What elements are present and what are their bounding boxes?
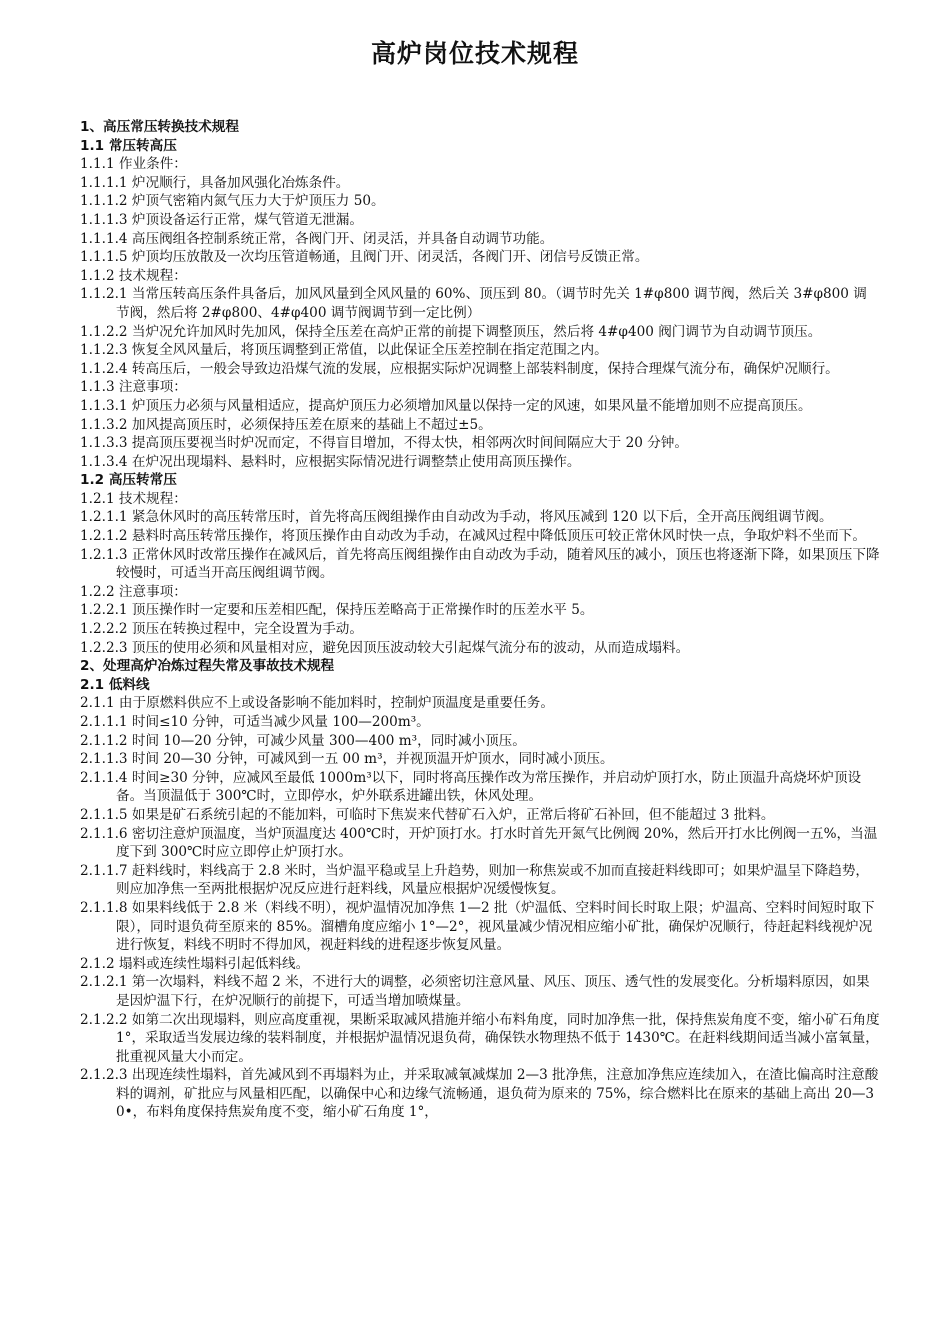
paragraph-line: 1.1.3.4 在炉况出现塌料、悬料时，应根据实际情况进行调整禁止使用高顶压操作。	[80, 453, 581, 470]
paragraph-line: 1.1.1.3 炉顶设备运行正常，煤气管道无泄漏。	[80, 211, 363, 228]
paragraph-line: 1.1.2 技术规程：	[80, 267, 187, 284]
section-heading: 1、高压常压转换技术规程	[80, 119, 239, 135]
section-heading: 2.1 低料线	[80, 676, 150, 693]
paragraph-line: 1.1.3.1 炉顶压力必须与风量相适应，提高炉顶压力必须增加风量以保持一定的风速，如果风量不能增加则不应提高顶压。	[80, 397, 812, 414]
paragraph-line: 2.1.2.1 第一次塌料，料线不超 2 米，不进行大的调整，必须密切注意风量、风压、顶压、透气性的发展变化。分析塌料原因，如果是因炉温下行，在炉况顺行的前提下，可适当增加喷煤量。	[80, 974, 870, 1009]
section-heading: 2、处理高炉冶炼过程失常及事故技术规程	[80, 658, 335, 675]
paragraph-line: 1.2.1.3 正常休风时改常压操作在减风后，首先将高压阀组操作由自动改为手动，随着风压的减小，顶压也将逐渐下降，如果顶压下降较慢时，可适当开高压阀组调节阀。	[80, 546, 880, 582]
paragraph-line: 1.1.1.4 高压阀组各控制系统正常，各阀门开、闭灵活，并具备自动调节功能。	[80, 230, 554, 247]
paragraph-line: 1.2.2 注意事项：	[80, 583, 187, 600]
paragraph-line: 1.1.3 注意事项：	[80, 379, 187, 396]
paragraph-line: 1.2.2.1 顶压操作时一定要和压差相匹配，保持压差略高于正常操作时的压差水平 5。	[80, 602, 594, 619]
paragraph-line: 1.1.2.1 当常压转高压条件具备后，加风风量到全风风量的 60%、顶压到 80。（调节时先关 1#φ800 调节阀，然后关 3#φ800 调节阀，然后将 2#φ800、4#φ400 调节阀调节到一定比例）	[80, 286, 867, 321]
paragraph-line: 2.1.1.1 时间≤10 分钟，可适当减少风量 100—200m³。	[80, 714, 430, 730]
paragraph-line: 1.1.1.2 炉顶气密箱内氮气压力大于炉顶压力 50。	[80, 193, 385, 210]
document-title: 高炉岗位技术规程	[370, 39, 579, 68]
paragraph-line: 2.1.2.2 如第二次出现塌料，则应高度重视，果断采取减风措施并缩小布料角度，同时加净焦一批，保持焦炭角度不变，缩小矿石角度 1°，采取适当发展边缘的装料制度，并根据炉温情况退负荷，确保铁水物理热不低于 1430℃。在赶料线期间适当减小富氧量，批重视风量大小而定。	[80, 1011, 880, 1065]
paragraph-line: 1.1.1.1 炉况顺行，具备加风强化冶炼条件。	[80, 174, 350, 191]
section-heading: 1.2 高压转常压	[80, 472, 177, 489]
paragraph-line: 1.2.2.2 顶压在转换过程中，完全设置为手动。	[80, 621, 363, 638]
paragraph-line: 2.1.1.2 时间 10—20 分钟，可减少风量 300—400 m³，同时减小顶压。	[80, 732, 526, 749]
paragraph-line: 2.1.2.3 出现连续性塌料，首先减风到不再塌料为止，并采取减氧减煤加 2—3 批净焦，注意加净焦应连续加入，在渣比偏高时注意酸料的调剂，矿批应与风量相匹配，以确保中心和边缘气流畅通，退负荷为原来的 75%，综合燃料比在原来的基础上高出 20—30•，布料角度保持焦炭角度不变，缩小矿石角度 1°，	[80, 1067, 879, 1121]
paragraph-line: 1.1.3.3 提高顶压要视当时炉况而定，不得盲目增加，不得太快，相邻两次时间间隔应大于 20 分钟。	[80, 435, 688, 452]
paragraph-line: 2.1.1.4 时间≥30 分钟，应减风至最低 1000m³以下，同时将高压操作改为常压操作，并启动炉顶打水，防止顶温升高烧坏炉顶设备。当顶温低于 300℃时，立即停水，炉外联系进罐出铁，休风处理。	[80, 769, 862, 805]
paragraph-line: 2.1.1.5 如果是矿石系统引起的不能加料，可临时下焦炭来代替矿石入炉，正常后将矿石补回，但不能超过 3 批料。	[80, 806, 775, 823]
paragraph-line: 1.1.2.2 当炉况允许加风时先加风，保持全压差在高炉正常的前提下调整顶压，然后将 4#φ400 阀门调节为自动调节顶压。	[80, 323, 822, 340]
paragraph-line: 2.1.1.7 赶料线时，料线高于 2.8 米时，当炉温平稳或呈上升趋势，则加一称焦炭或不加而直接赶料线即可；如果炉温呈下降趋势，则应加净焦一至两批根据炉况反应进行赶料线，风量应根据炉况缓慢恢复。	[80, 862, 870, 898]
paragraph-line: 1.2.1 技术规程：	[80, 490, 187, 507]
paragraph-line: 1.2.1.1 紧急休风时的高压转常压时，首先将高压阀组操作由自动改为手动，将风压减到 120 以下后，全开高压阀组调节阀。	[80, 509, 833, 526]
paragraph-line: 1.1.2.3 恢复全风风量后，将顶压调整到正常值，以此保证全压差控制在指定范围之内。	[80, 342, 608, 359]
paragraph-line: 1.1.1.5 炉顶均压放散及一次均压管道畅通，且阀门开、闭灵活，各阀门开、闭信号反馈正常。	[80, 249, 649, 266]
paragraph-line: 1.2.2.3 顶压的使用必须和风量相对应，避免因顶压波动较大引起煤气流分布的波动，从而造成塌料。	[80, 639, 690, 656]
paragraph-line: 1.1.2.4 转高压后，一般会导致边沿煤气流的发展，应根据实际炉况调整上部装料制度，保持合理煤气流分布，确保炉况顺行。	[80, 360, 839, 377]
paragraph-line: 2.1.1.3 时间 20—30 分钟，可减风到一五 00 m³，并视顶温开炉顶水，同时减小顶压。	[80, 751, 614, 768]
paragraph-line: 2.1.1 由于原燃料供应不上或设备影响不能加料时，控制炉顶温度是重要任务。	[80, 695, 554, 712]
section-heading: 1.1 常压转高压	[80, 137, 177, 154]
paragraph-line: 2.1.2 塌料或连续性塌料引起低料线。	[80, 955, 310, 972]
paragraph-line: 2.1.1.6 密切注意炉顶温度，当炉顶温度达 400℃时，开炉顶打水。打水时首先开氮气比例阀 20%，然后开打水比例阀一五%，当温度下到 300℃时应立即停止炉顶打水。	[80, 825, 878, 861]
paragraph-line: 2.1.1.8 如果料线低于 2.8 米（料线不明），视炉温情况加净焦 1—2 批（炉温低、空料时间长时取上限；炉温高、空料时间短时取下限），同时退负荷至原来的 85%。溜槽角度应缩小 1°—2°，视风量减少情况相应缩小矿批，确保炉况顺行，待赶起料线视炉况进行恢复，料线不明时不得加风，视赶料线的进程逐步恢复风量。	[80, 899, 875, 954]
paragraph-line: 1.2.1.2 悬料时高压转常压操作，将顶压操作由自动改为手动，在减风过程中降低顶压可较正常休风时快一点，争取炉料不坐而下。	[80, 528, 866, 545]
paragraph-line: 1.1.1 作业条件：	[80, 156, 187, 173]
document-body	[80, 118, 880, 1122]
paragraph-line: 1.1.3.2 加风提高顶压时，必须保持压差在原来的基础上不超过±5。	[80, 416, 492, 433]
